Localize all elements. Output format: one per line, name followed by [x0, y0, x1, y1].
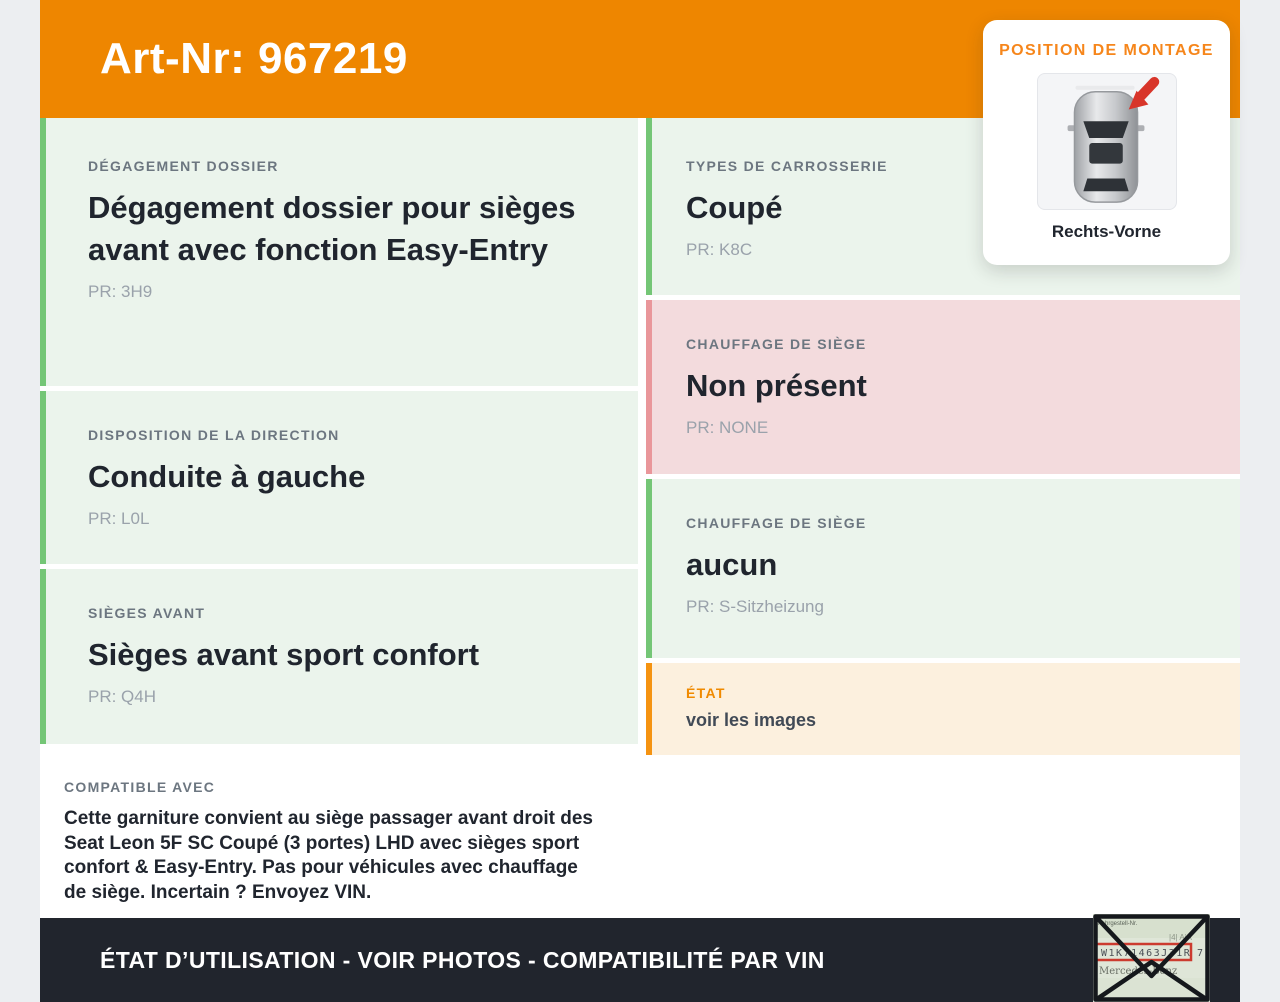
- compatible-label: COMPATIBLE AVEC: [64, 779, 216, 795]
- vin-envelope-icon: [1093, 914, 1210, 1002]
- card-value: Non présent: [686, 368, 867, 403]
- card-label: DISPOSITION DE LA DIRECTION: [88, 427, 340, 443]
- position-card-title: POSITION DE MONTAGE: [999, 42, 1214, 59]
- card-label: TYPES DE CARROSSERIE: [686, 158, 888, 174]
- card-value: Coupé: [686, 190, 783, 225]
- card-compatible-avec: [40, 749, 638, 918]
- card-pr-code: PR: 3H9: [88, 282, 153, 302]
- etat-label: ÉTAT: [686, 685, 726, 701]
- footer-text: ÉTAT D’UTILISATION - VOIR PHOTOS - COMPATIBILITÉ PAR VIN: [100, 946, 825, 973]
- card-disposition-direction: [40, 391, 638, 564]
- card-chauffage-siege-aucun: [646, 479, 1240, 658]
- card-value: Dégagement dossier pour sièges avant avec fonction Easy-Entry: [88, 190, 576, 268]
- card-chauffage-siege-non-present: [646, 300, 1240, 474]
- card-pr-code: PR: S-Sitzheizung: [686, 597, 824, 617]
- card-pr-code: PR: L0L: [88, 509, 150, 529]
- card-label: DÉGAGEMENT DOSSIER: [88, 158, 279, 174]
- card-pr-code: PR: K8C: [686, 240, 753, 260]
- card-value: Conduite à gauche: [88, 459, 366, 494]
- car-top-view-icon: [1038, 73, 1176, 210]
- position-caption: Rechts-Vorne: [1051, 222, 1162, 241]
- mounting-position-image: [1037, 73, 1177, 210]
- card-value: Sièges avant sport confort: [88, 637, 480, 672]
- card-label: CHAUFFAGE DE SIÈGE: [686, 336, 867, 352]
- svg-text:Fahrgestell-Nr.: Fahrgestell-Nr.: [1098, 921, 1138, 927]
- card-degagement-dossier: [40, 118, 638, 386]
- article-number-title: Art-Nr: 967219: [100, 34, 408, 83]
- svg-text:W1K71463J31R: W1K71463J31R: [1101, 948, 1192, 959]
- card-etat: [646, 663, 1240, 755]
- position-de-montage-card: [983, 20, 1230, 265]
- compatible-text: Cette garniture convient au siège passager avant droit des Seat Leon 5F SC Coupé (3 portes) LHD avec sièges sport confort & Easy-Entry. Pas pour véhicules avec chauffage de siège. Incertain ? Envoyez VIN.: [64, 808, 593, 903]
- card-label: SIÈGES AVANT: [88, 605, 206, 621]
- product-sheet: [40, 0, 1240, 1002]
- card-sieges-avant: [40, 569, 638, 744]
- card-pr-code: PR: NONE: [686, 418, 769, 438]
- svg-text:Mercedes-Benz: Mercedes-Benz: [1099, 966, 1178, 977]
- left-column: [40, 118, 638, 918]
- card-label: CHAUFFAGE DE SIÈGE: [686, 515, 867, 531]
- voir-les-images-link[interactable]: voir les images: [686, 710, 817, 730]
- card-value: aucun: [686, 547, 778, 582]
- svg-text:|4| AiA: |4| AiA: [1169, 933, 1192, 942]
- card-pr-code: PR: Q4H: [88, 687, 157, 707]
- svg-text:7: 7: [1197, 948, 1204, 959]
- footer-bar: [40, 918, 1240, 1002]
